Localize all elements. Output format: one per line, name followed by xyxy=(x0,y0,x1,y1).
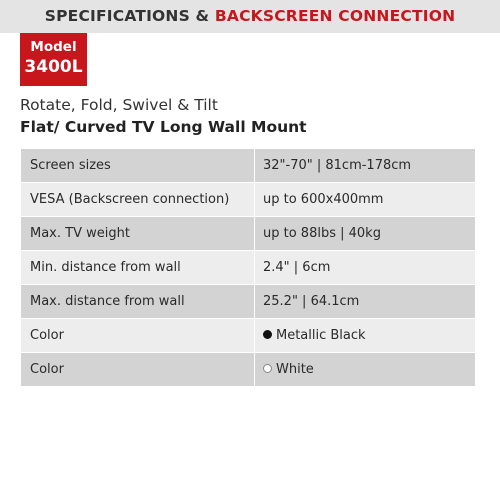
spec-row-vesa xyxy=(21,183,476,217)
white-circle-icon xyxy=(263,364,272,373)
spec-label: VESA (Backscreen connection) xyxy=(21,183,255,217)
section-header xyxy=(0,0,500,33)
spec-value-color xyxy=(255,319,476,353)
spec-row-screen-sizes xyxy=(21,149,476,183)
spec-label: Color xyxy=(21,319,255,353)
spec-value: 2.4" | 6cm xyxy=(255,251,476,285)
model-badge xyxy=(20,33,87,86)
color-name: Metallic Black xyxy=(276,328,366,343)
spec-row-max-distance xyxy=(21,285,476,319)
spec-row-min-distance xyxy=(21,251,476,285)
spec-label: Screen sizes xyxy=(21,149,255,183)
spec-row-max-weight xyxy=(21,217,476,251)
model-number: 3400L xyxy=(24,57,83,77)
product-subtitle: Rotate, Fold, Swivel & Tilt xyxy=(20,96,218,114)
header-text-primary: SPECIFICATIONS & xyxy=(44,7,215,25)
spec-label: Max. TV weight xyxy=(21,217,255,251)
spec-label: Color xyxy=(21,353,255,387)
model-label: Model xyxy=(30,39,77,55)
spec-value: 32"-70" | 81cm-178cm xyxy=(255,149,476,183)
spec-table xyxy=(20,148,476,387)
header-text-accent: BACKSCREEN CONNECTION xyxy=(214,7,456,25)
spec-label: Min. distance from wall xyxy=(21,251,255,285)
spec-row-color-white xyxy=(21,353,476,387)
spec-value-color xyxy=(255,353,476,387)
black-circle-icon xyxy=(263,330,272,339)
spec-row-color-black xyxy=(21,319,476,353)
product-title: Flat/ Curved TV Long Wall Mount xyxy=(20,118,307,136)
spec-value: up to 600x400mm xyxy=(255,183,476,217)
spec-label: Max. distance from wall xyxy=(21,285,255,319)
spec-value: 25.2" | 64.1cm xyxy=(255,285,476,319)
color-name: White xyxy=(276,362,314,377)
spec-value: up to 88lbs | 40kg xyxy=(255,217,476,251)
